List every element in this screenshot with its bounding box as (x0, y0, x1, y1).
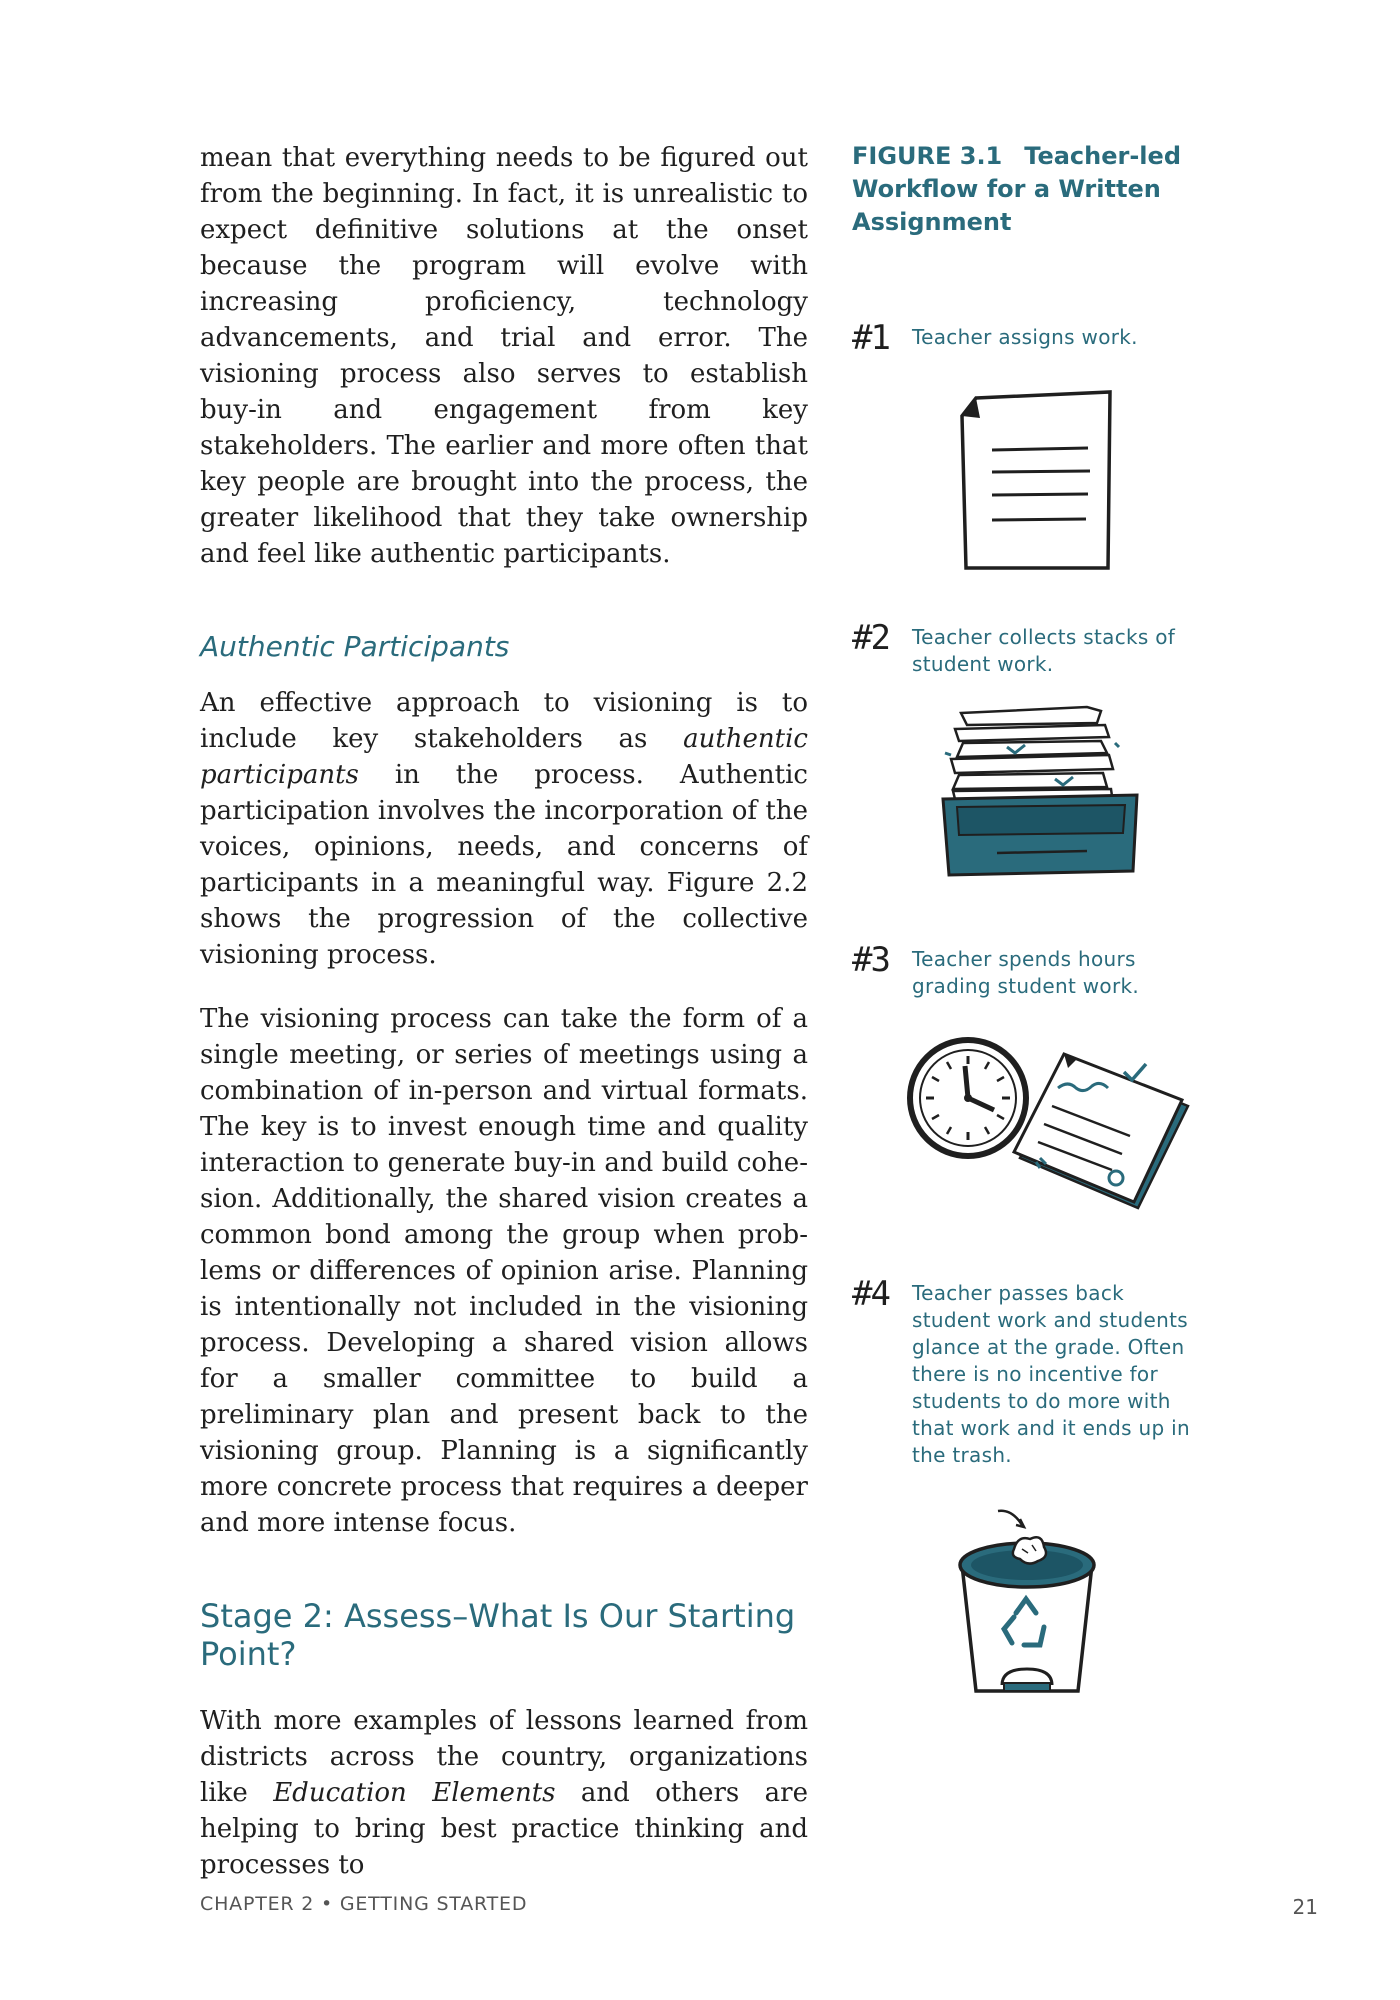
paragraph-text: With more examples of lessons learned from districts across the country, organizations like (200, 1706, 808, 1808)
paragraph-text: in the process. Authentic participation involves the incorporation of the voices, opinions, needs, and concerns of participants in a meaningful way. Figure 2.2 shows the progression of the collective visioning process. (200, 760, 808, 970)
step-text: Teacher assigns work. (912, 325, 1138, 349)
figure-step-1 (852, 318, 1202, 378)
figure-sidebar (852, 140, 1202, 1467)
paragraph-text: and others are helping to bring best practice thinking and processes to (200, 1778, 808, 1880)
graded-papers-icon (1012, 1050, 1197, 1215)
step-number: #2 (852, 618, 889, 658)
page-number: 21 (1292, 1895, 1318, 1919)
paragraph-text: An effective approach to visioning is to include key stakeholders as (200, 688, 808, 754)
step-number: #3 (852, 940, 889, 980)
step-number: #1 (852, 318, 889, 358)
main-text-column (200, 140, 808, 1911)
section-subheading: Authentic Participants (200, 630, 510, 663)
figure-caption: Teacher-led Workflow for a Written Assignment (852, 142, 1181, 236)
paragraph (200, 1703, 808, 1883)
paragraph: The visioning process can take the form of a single meeting, or series of meetings using a combination of in-person and virtual formats. The key is to invest enough time and quality interaction to generate buy-in and build cohesion. Additionally, the shared vision creates a common bond among the group when problems or differences of opinion arise. Planning is intentionally not included in the visioning process. Developing a shared vision allows for a smaller committee to build a preliminary plan and present back to the visioning group. Planning is a significantly more concrete process that requires a deeper and more intense focus. (200, 1004, 808, 1538)
figure-step-4 (852, 1274, 1202, 1494)
step-text: Teacher spends hours grading student work. (912, 947, 1140, 998)
figure-step-3 (852, 940, 1202, 1000)
step-text: Teacher passes back student work and students glance at the grade. Often there is no incentive for students to do more with that work and it ends up in the trash. (912, 1281, 1190, 1467)
step-text: Teacher collects stacks of student work. (912, 625, 1176, 676)
paragraph (200, 685, 808, 973)
running-footer (200, 1893, 527, 1915)
paragraph: mean that everything needs to be figured out from the beginning. In fact, it is unrealistic to expect definitive solutions at the onset because the program will evolve with increasing proficiency, technology advancements, and trial and error. The visioning process also serves to establish buy-in and engagement from key stakeholders. The earlier and more often that key people are brought into the process, the greater likelihood that they take ownership and feel like authentic participants. (200, 143, 808, 569)
stage-heading: Stage 2: Assess–What Is Our Starting Point? (200, 1597, 796, 1673)
figure-step-2 (852, 618, 1202, 678)
document-icon (952, 380, 1132, 575)
footer-section: GETTING STARTED (339, 1893, 528, 1915)
footer-chapter: CHAPTER 2 (200, 1893, 315, 1915)
figure-number: FIGURE 3.1 (852, 142, 1003, 170)
paper-tray-icon (937, 695, 1147, 880)
trash-can-icon (952, 1505, 1102, 1705)
emphasis-text: authentic participants (200, 724, 808, 790)
emphasis-text: Education Elements (273, 1778, 556, 1808)
footer-separator: • (321, 1893, 334, 1915)
step-number: #4 (852, 1274, 889, 1314)
figure-title (852, 140, 1202, 239)
